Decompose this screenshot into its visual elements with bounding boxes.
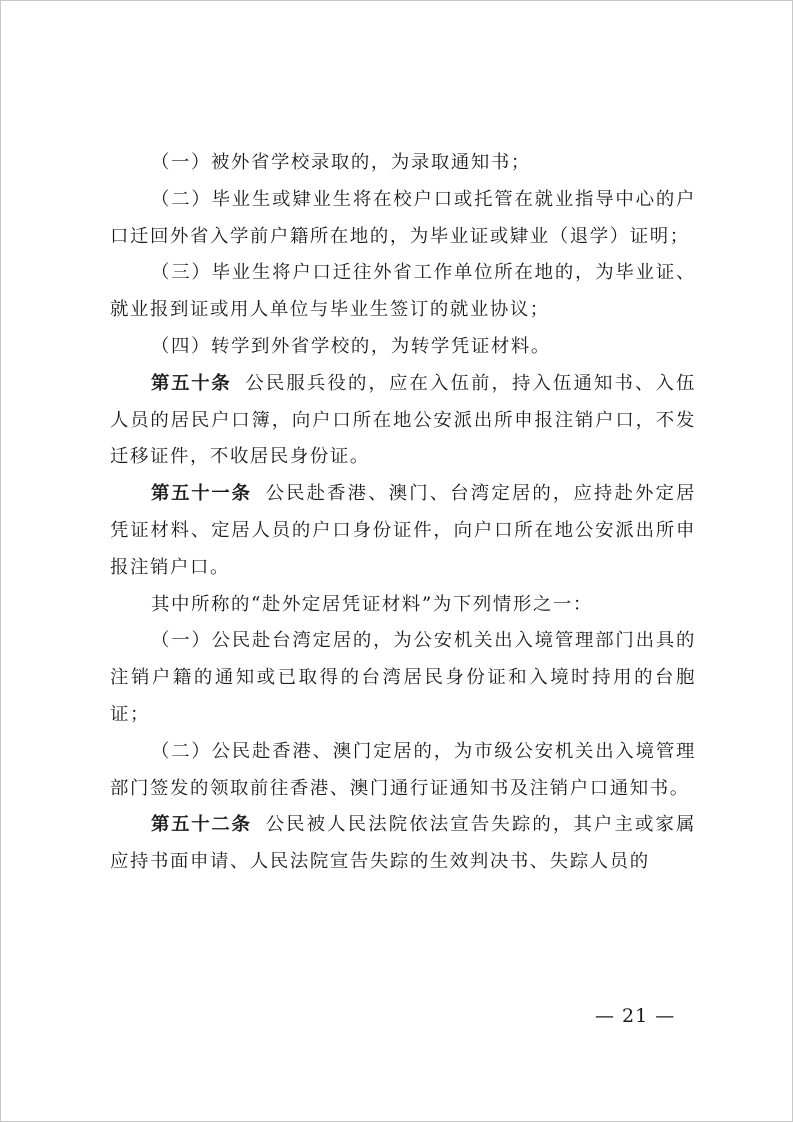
article-number: 第五十条 [151, 372, 232, 394]
paragraph [110, 623, 696, 733]
article-number: 第五十一条 [151, 483, 252, 505]
document-body [110, 145, 696, 881]
paragraph [110, 255, 696, 329]
paragraph-text: 公民赴香港、澳门、台湾定居的，应持赴外定居凭证材料、定居人员的户口身份证件，向户口所在地公安派出所申报注销户口。 [110, 483, 696, 578]
paragraph-text: （三）毕业生将户口迁往外省工作单位所在地的，为毕业证、就业报到证或用人单位与毕业生签订的就业协议； [110, 262, 696, 321]
paragraph [110, 734, 696, 808]
paragraph-text: （二）毕业生或肄业生将在校户口或托管在就业指导中心的户口迁回外省入学前户籍所在地的，为毕业证或肄业（退学）证明； [110, 188, 696, 247]
article-number: 第五十二条 [151, 814, 252, 836]
paragraph [110, 587, 696, 624]
paragraph [110, 807, 696, 881]
paragraph-text: （一）被外省学校录取的，为录取通知书； [151, 152, 531, 173]
paragraph-text: 公民服兵役的，应在入伍前，持入伍通知书、入伍人员的居民户口簿，向户口所在地公安派出所申报注销户口，不发迁移证件，不收居民身份证。 [110, 372, 696, 468]
paragraph [110, 476, 696, 586]
paragraph [110, 366, 696, 476]
paragraph [110, 182, 696, 256]
paragraph-text: 其中所称的“赴外定居凭证材料”为下列情形之一： [151, 593, 593, 615]
paragraph-text: （四）转学到外省学校的，为转学凭证材料。 [151, 335, 551, 357]
paragraph [110, 329, 696, 366]
page-number: — 21 — [595, 1005, 676, 1027]
paragraph-text: （一）公民赴台湾定居的，为公安机关出入境管理部门出具的注销户籍的通知或已取得的台湾居民身份证和入境时持用的台胞证； [110, 630, 696, 725]
paragraph [110, 145, 696, 182]
paragraph-text: 公民被人民法院依法宣告失踪的，其户主或家属应持书面申请、人民法院宣告失踪的生效判决书、失踪人员的 [110, 814, 696, 873]
paragraph-text: （二）公民赴香港、澳门定居的，为市级公安机关出入境管理部门签发的领取前往香港、澳门通行证通知书及注销户口通知书。 [110, 740, 696, 799]
